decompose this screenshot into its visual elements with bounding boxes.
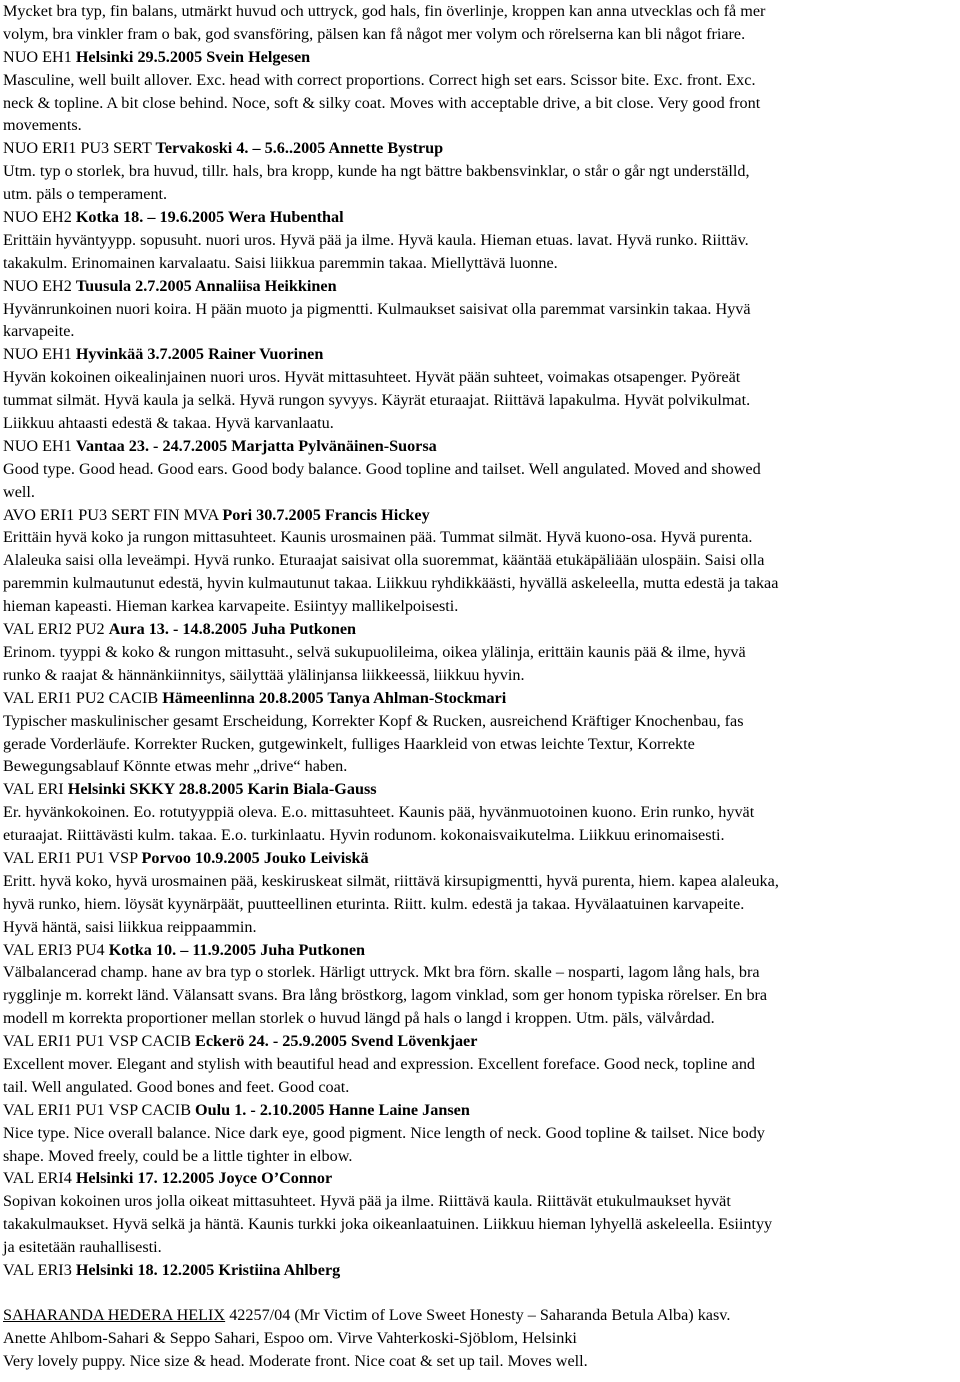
text-segment: Er. hyvänkokoinen. Eo. rotutyyppiä oleva. E.o. mittasuhteet. Kaunis pää, hyvänmuotoinen kuono. Erin runko, hyvät — [3, 803, 755, 822]
text-line — [3, 1327, 957, 1350]
text-segment: eturaajat. Riittävästi kulm. takaa. E.o. turkinlaatu. Hyvin rodunom. kokonaisvaikutelma. Liikkuu erinomaisesti. — [3, 826, 725, 845]
text-line — [3, 298, 957, 321]
text-segment: Erinom. tyyppi & koko & rungon mittasuht., selvä sukupuolileima, oikea ylälinja, erittäin kaunis pää & ilme, hyvä — [3, 642, 746, 661]
text-segment: Välbalancerad champ. hane av bra typ o storlek. Härligt uttryck. Mkt bra förn. skalle – nosparti, lagom lång hals, bra — [3, 963, 760, 982]
text-segment: modell m korrekta proportioner mellan storlek o huvud längd på hals o langd i kroppen. Utm. päls, välvårdad. — [3, 1009, 715, 1028]
text-segment: VAL ERI4 — [3, 1169, 76, 1188]
text-segment: Anette Ahlbom-Sahari & Seppo Sahari, Espoo om. Virve Vahterkoski-Sjöblom, Helsinki — [3, 1329, 577, 1348]
text-line — [3, 229, 957, 252]
text-segment: Excellent mover. Elegant and stylish with beautiful head and expression. Excellent foreface. Good neck, topline and — [3, 1054, 756, 1073]
text-line — [3, 801, 957, 824]
text-segment: VAL ERI2 PU2 — [3, 620, 109, 639]
text-segment: NUO EH2 — [3, 276, 76, 295]
text-line — [3, 1076, 957, 1099]
text-line — [3, 1053, 957, 1076]
text-line — [3, 641, 957, 664]
text-line — [3, 939, 957, 962]
show-title: Hyvinkää 3.7.2005 Rainer Vuorinen — [75, 345, 324, 364]
show-title: Porvoo 10.9.2005 Jouko Leiviskä — [141, 848, 369, 867]
text-segment: VAL ERI1 PU1 VSP CACIB — [3, 1100, 196, 1119]
text-segment: volym, bra vinkler fram o bak, god svansföring, pälsen kan få något mer volym och rörelserna kan bli något friare. — [3, 24, 746, 43]
text-segment: takakulmaukset. Hyvä selkä ja häntä. Kaunis turkki joka oikeanlaatuinen. Liikkuu hieman lyhyellä askeleella. Esiintyy — [3, 1215, 773, 1234]
text-line — [3, 1099, 957, 1122]
text-segment: Masculine, well built allover. Exc. head with correct proportions. Correct high set ears. Scissor bite. Exc. front. Exc. — [3, 70, 756, 89]
text-line — [3, 1190, 957, 1213]
text-segment: takakulm. Erinomainen karvalaatu. Saisi liikkua paremmin takaa. Miellyttävä luonne. — [3, 253, 558, 272]
text-segment: Nice type. Nice overall balance. Nice dark eye, good pigment. Nice length of neck. Good topline & tailset. Nice body — [3, 1123, 765, 1142]
text-segment: VAL ERI — [3, 780, 68, 799]
text-line — [3, 710, 957, 733]
text-line — [3, 893, 957, 916]
text-line — [3, 595, 957, 618]
text-segment: VAL ERI1 PU2 CACIB — [3, 688, 163, 707]
text-segment: movements. — [3, 116, 82, 135]
text-line — [3, 23, 957, 46]
text-line — [3, 0, 957, 23]
show-title: Tervakoski 4. – 5.6..2005 Annette Bystrup — [155, 139, 444, 158]
text-line — [3, 916, 957, 939]
text-line — [3, 389, 957, 412]
text-segment: utm. päls o temperament. — [3, 185, 168, 204]
text-line — [3, 1259, 957, 1282]
text-line — [3, 1007, 957, 1030]
text-segment: Bewegungsablauf Könnte etwas mehr „drive“ haben. — [3, 757, 348, 776]
text-line — [3, 481, 957, 504]
text-segment: tummat silmät. Hyvä kaula ja selkä. Hyvä rungon syvyys. Käyrät eturaajat. Riittävä lapakulma. Hyvät polvikulmat. — [3, 391, 751, 410]
text-line — [3, 92, 957, 115]
text-segment: well. — [3, 482, 35, 501]
text-segment: Hyvä häntä, saisi liikkua reippaammin. — [3, 917, 257, 936]
text-segment: Sopivan kokoinen uros jolla oikeat mittasuhteet. Hyvä pää ja ilme. Riittävä kaula. Riittävät etukulmaukset hyvät — [3, 1192, 731, 1211]
text-line — [3, 183, 957, 206]
text-segment: Very lovely puppy. Nice size & head. Moderate front. Nice coat & set up tail. Moves well. — [3, 1352, 588, 1371]
document-page — [3, 0, 957, 1373]
text-line — [3, 114, 957, 137]
text-line — [3, 526, 957, 549]
text-segment: Eritt. hyvä koko, hyvä urosmainen pää, keskiruskeat silmät, riittävä kirsupigmentti, hyvä purenta, hiem. kapea alaleuka, — [3, 871, 779, 890]
show-title: Helsinki SKKY 28.8.2005 Karin Biala-Gauss — [67, 780, 377, 799]
text-segment: ja esitetään rauhallisesti. — [3, 1238, 162, 1257]
text-segment: gerade Vorderläufe. Korrekter Rucken, gutgewinkelt, fulliges Haarkleid von etwas leichte Textur, Korrekte — [3, 734, 695, 753]
text-segment: rygglinje m. korrekt länd. Välansatt svans. Bra lång bröstkorg, lagom vinklad, som ger honom typiska rörelser. En bra — [3, 986, 768, 1005]
text-segment: shape. Moved freely, could be a little tighter in elbow. — [3, 1146, 353, 1165]
text-segment: NUO EH2 — [3, 208, 76, 227]
show-title: Helsinki 17. 12.2005 Joyce O’Connor — [75, 1169, 333, 1188]
text-line — [3, 435, 957, 458]
text-segment: NUO ERI1 PU3 SERT — [3, 139, 156, 158]
show-title: Vantaa 23. - 24.7.2005 Marjatta Pylvänäinen-Suorsa — [75, 436, 437, 455]
text-segment: hieman kapeasti. Hieman karkea karvapeite. Esiintyy mallikelpoisesti. — [3, 597, 459, 616]
text-segment: Utm. typ o storlek, bra huvud, tillr. hals, bra kropp, kunde ha ngt bättre bakbensvinklar, o står o går ngt underställd, — [3, 162, 750, 181]
text-line — [3, 1236, 957, 1259]
text-line — [3, 160, 957, 183]
text-line — [3, 412, 957, 435]
text-line — [3, 572, 957, 595]
text-line — [3, 343, 957, 366]
text-line — [3, 504, 957, 527]
text-segment: runko & raajat & hännänkiinnitys, säilyttää ylälinjansa liikkeessä, liikkuu hyvin. — [3, 665, 525, 684]
text-segment: Hyvän kokoinen oikealinjainen nuori uros. Hyvät mittasuhteet. Hyvät pään suhteet, voimakas otsapenger. Pyöreät — [3, 368, 741, 387]
text-segment: NUO EH1 — [3, 345, 76, 364]
text-line — [3, 870, 957, 893]
text-line — [3, 1030, 957, 1053]
text-segment: Liikkuu ahtaasti edestä & takaa. Hyvä karvanlaatu. — [3, 414, 334, 433]
text-segment: VAL ERI1 PU1 VSP CACIB — [3, 1032, 196, 1051]
text-segment: Mycket bra typ, fin balans, utmärkt huvud och uttryck, god hals, fin överlinje, kroppen kan anna utvecklas och få mer — [3, 2, 766, 20]
text-segment: Typischer maskulinischer gesamt Erscheidung, Korrekter Kopf & Rucken, ausreichend Kräftiger Knochenbau, fas — [3, 711, 744, 730]
text-segment: VAL ERI1 PU1 VSP — [3, 848, 142, 867]
text-line — [3, 1122, 957, 1145]
blank-line — [3, 1282, 957, 1304]
text-line — [3, 664, 957, 687]
show-title: Eckerö 24. - 25.9.2005 Svend Lövenkjaer — [195, 1032, 478, 1051]
text-segment: karvapeite. — [3, 322, 75, 341]
text-segment: hyvä runko, hiem. löysät kyynärpäät, puutteellinen eturinta. Riitt. kulm. edestä ja takaa. Hyvälaatuinen karvapeite. — [3, 894, 745, 913]
text-line — [3, 46, 957, 69]
show-title: Pori 30.7.2005 Francis Hickey — [222, 505, 430, 524]
text-line — [3, 252, 957, 275]
text-line — [3, 984, 957, 1007]
text-line — [3, 1167, 957, 1190]
dog-name: SAHARANDA HEDERA HELIX — [3, 1306, 226, 1325]
text-line — [3, 69, 957, 92]
text-line — [3, 687, 957, 710]
show-title: Helsinki 29.5.2005 Svein Helgesen — [75, 47, 311, 66]
text-line — [3, 458, 957, 481]
text-segment: neck & topline. A bit close behind. Noce, soft & silky coat. Moves with acceptable drive, a bit close. Very good front — [3, 93, 761, 112]
show-title: Tuusula 2.7.2005 Annaliisa Heikkinen — [75, 276, 337, 295]
text-segment: AVO ERI1 PU3 SERT FIN MVA — [3, 505, 223, 524]
text-segment: paremmin kulmautunut edestä, hyvin kulmautunut takaa. Liikkuu ryhdikkäästi, hyvällä askeleella, mutta edestä ja takaa — [3, 574, 779, 593]
text-line — [3, 755, 957, 778]
text-line — [3, 778, 957, 801]
text-segment: Hyvänrunkoinen nuori koira. H pään muoto ja pigmentti. Kulmaukset saisivat olla paremmat varsinkin takaa. Hyvä — [3, 299, 751, 318]
show-title: Oulu 1. - 2.10.2005 Hanne Laine Jansen — [195, 1100, 470, 1119]
text-line — [3, 1304, 957, 1327]
text-segment: VAL ERI3 PU4 — [3, 940, 109, 959]
text-line — [3, 1213, 957, 1236]
text-line — [3, 366, 957, 389]
show-title: Kotka 10. – 11.9.2005 Juha Putkonen — [108, 940, 366, 959]
text-line — [3, 320, 957, 343]
show-title: Kotka 18. – 19.6.2005 Wera Hubenthal — [75, 208, 344, 227]
text-line — [3, 1145, 957, 1168]
text-segment: VAL ERI3 — [3, 1260, 76, 1279]
text-segment: Alaleuka saisi olla leveämpi. Hyvä runko. Eturaajat saisivat olla suoremmat, kääntää etukäpäliään ulospäin. Saisi olla — [3, 551, 765, 570]
text-segment: 42257/04 (Mr Victim of Love Sweet Honesty – Saharanda Betula Alba) kasv. — [225, 1306, 731, 1325]
text-line — [3, 137, 957, 160]
show-title: Hämeenlinna 20.8.2005 Tanya Ahlman-Stockmari — [162, 688, 507, 707]
text-segment: Good type. Good head. Good ears. Good body balance. Good topline and tailset. Well angulated. Moved and showed — [3, 459, 761, 478]
text-line — [3, 961, 957, 984]
text-line — [3, 847, 957, 870]
text-line — [3, 618, 957, 641]
text-line — [3, 275, 957, 298]
text-segment: Erittäin hyvä koko ja rungon mittasuhteet. Kaunis urosmainen pää. Tummat silmät. Hyvä kuono-osa. Hyvä purenta. — [3, 528, 753, 547]
show-title: Aura 13. - 14.8.2005 Juha Putkonen — [108, 620, 357, 639]
text-segment: tail. Well angulated. Good bones and feet. Good coat. — [3, 1077, 350, 1096]
text-segment: NUO EH1 — [3, 47, 76, 66]
text-line — [3, 549, 957, 572]
text-line — [3, 733, 957, 756]
text-line — [3, 1350, 957, 1373]
text-segment: NUO EH1 — [3, 436, 76, 455]
show-title: Helsinki 18. 12.2005 Kristiina Ahlberg — [75, 1260, 341, 1279]
text-line — [3, 206, 957, 229]
text-segment: Erittäin hyväntyypp. sopusuht. nuori uros. Hyvä pää ja ilme. Hyvä kaula. Hieman etuas. lavat. Hyvä runko. Riittäv. — [3, 230, 749, 249]
text-line — [3, 824, 957, 847]
